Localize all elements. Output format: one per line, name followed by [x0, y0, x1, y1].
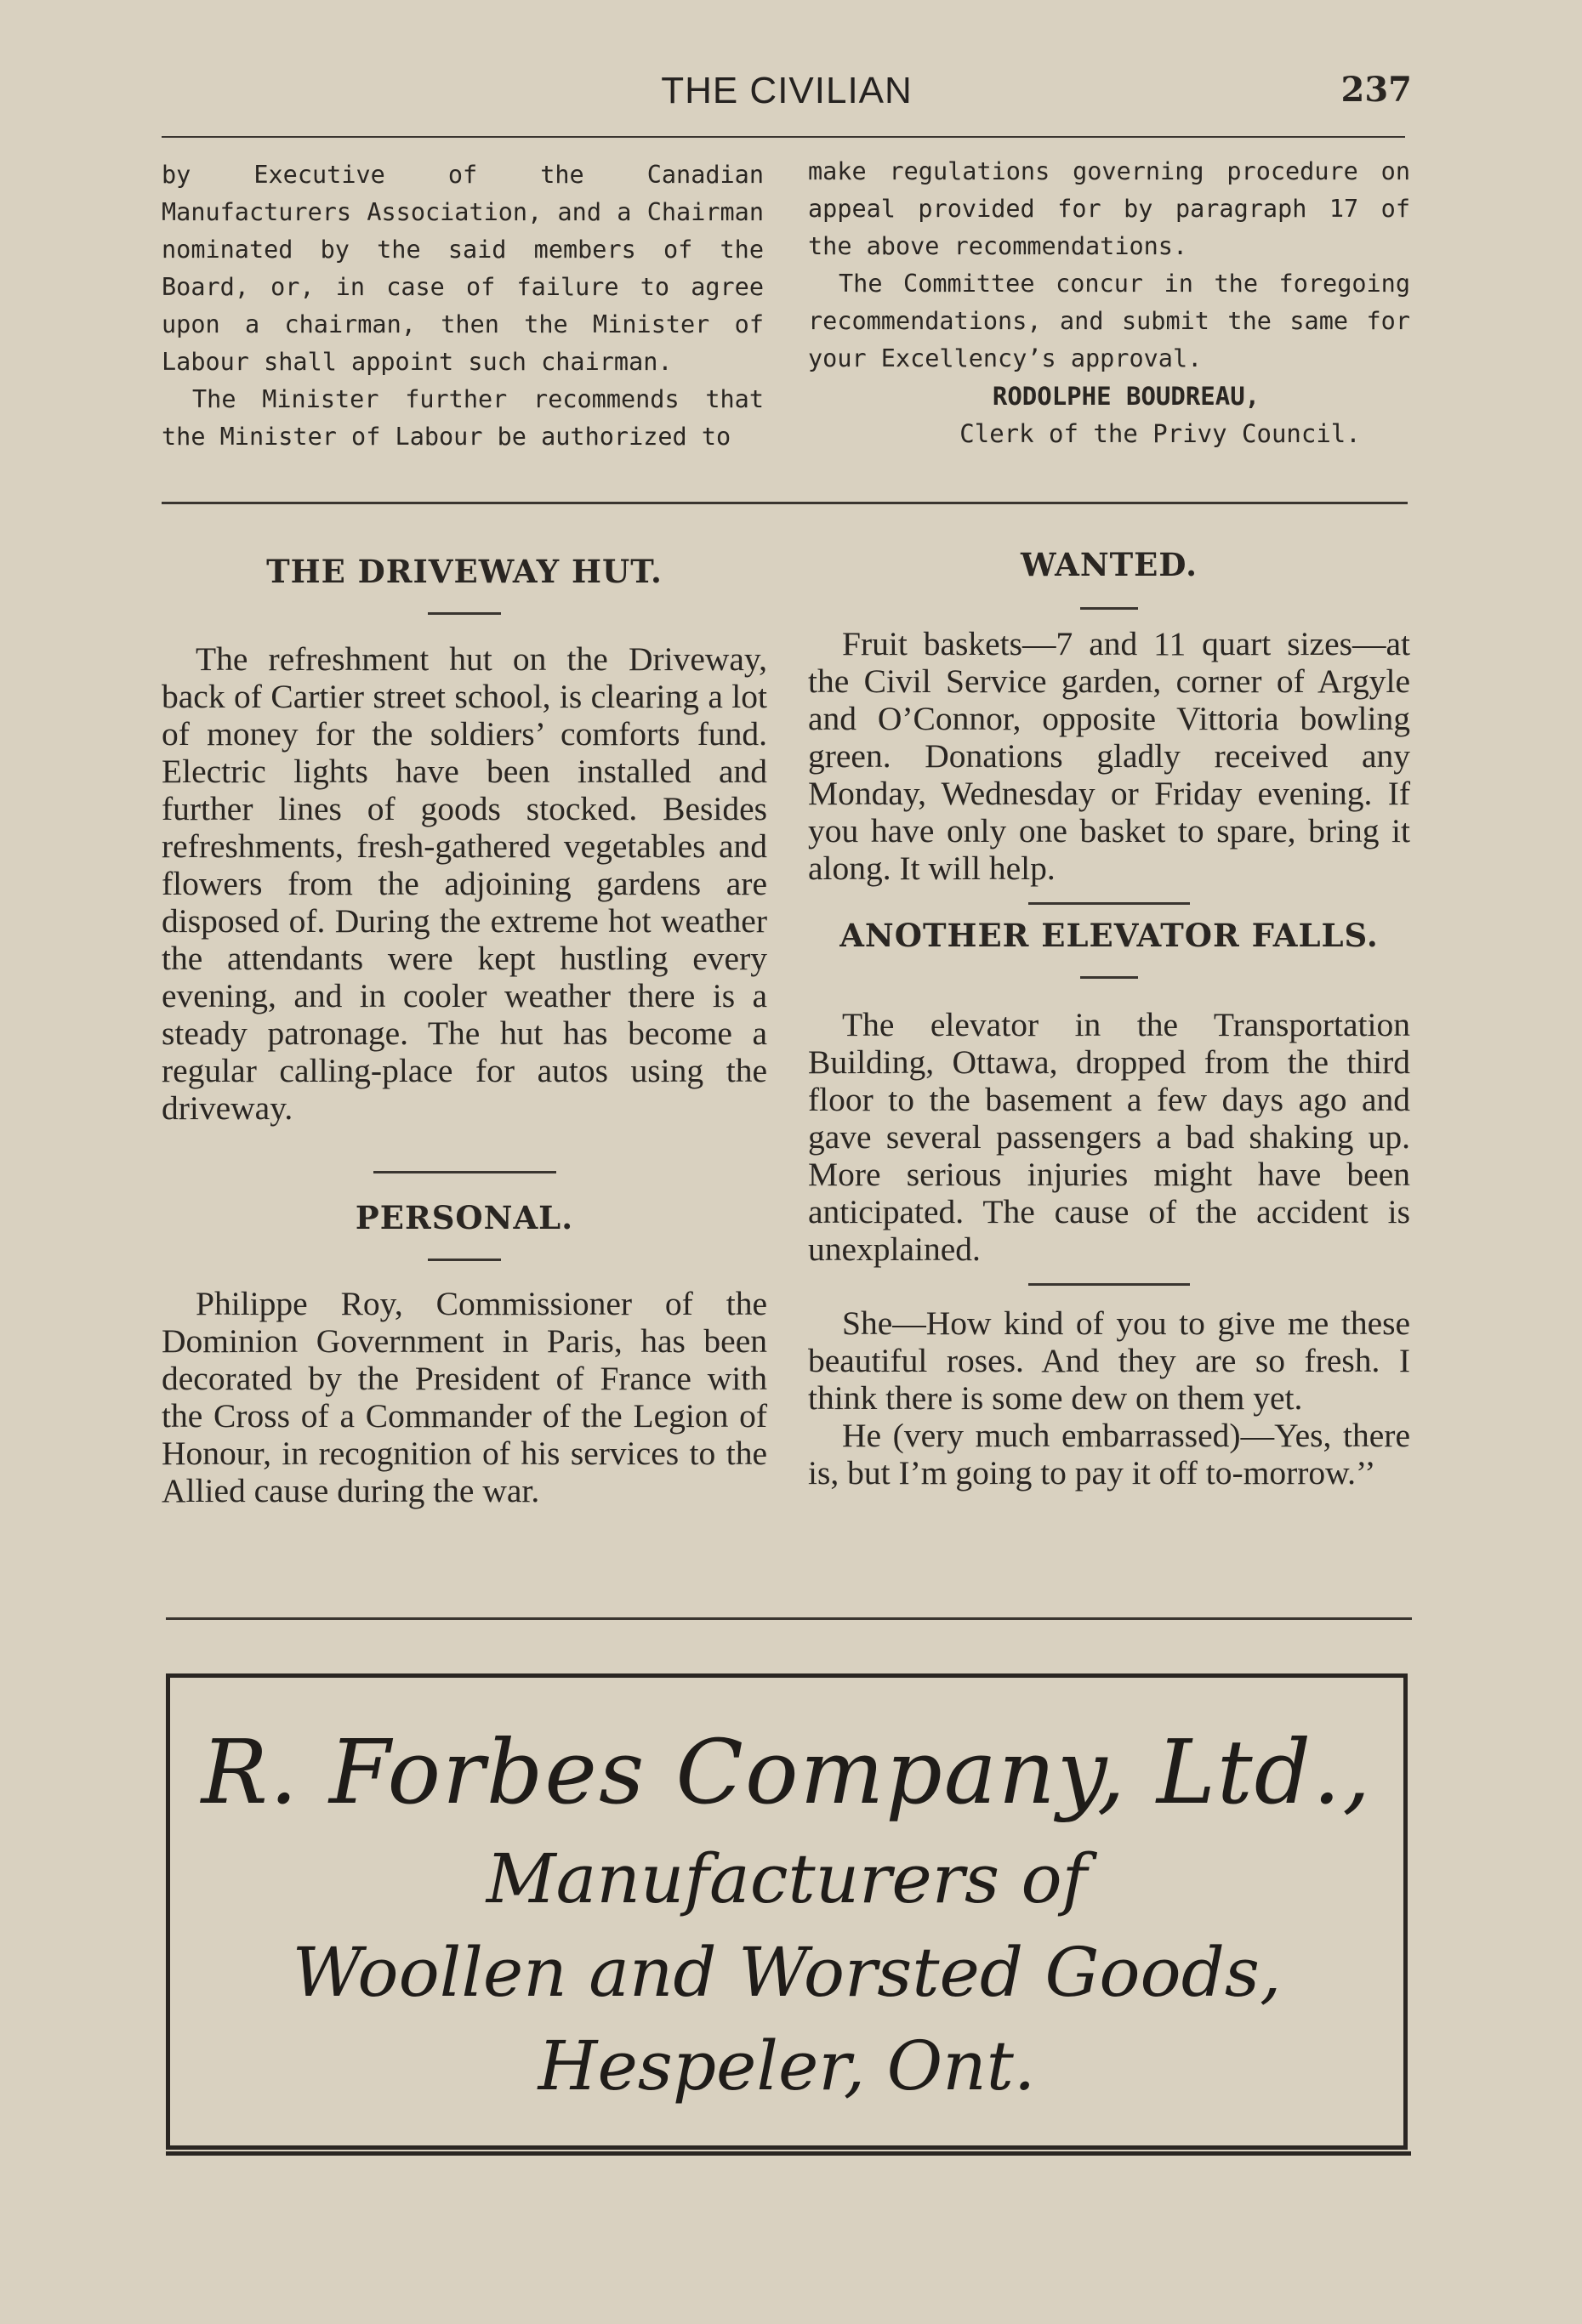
article-body: The refreshment hut on the Driveway, back of Cartier street school, is clearing a lot of money for the soldiers’ comforts fund. Electric lights have been installed and further lines of goods stocked. Besides refreshments, fresh-gathered vegetables and flowers from the adjoining gardens are disposed of. During the extreme hot weather the attendants were kept hustling every evening, and in cooler weather there is a steady patronage. The hut has become a regular calling-place for autos using the driveway.: [162, 640, 767, 1127]
top-right-column: [808, 153, 1410, 452]
left-main-column: [162, 553, 767, 1509]
running-header: [162, 70, 1412, 121]
ad-location: Hespeler, Ont.: [538, 2026, 1036, 2105]
publication-title: THE CIVILIAN: [661, 70, 913, 111]
top-left-column: [162, 156, 764, 456]
page-number: 237: [1340, 70, 1412, 110]
continuation-paragraph: The Committee concur in the foregoing recommendations, and submit the same for your Excellency’s approval.: [808, 270, 1410, 372]
ad-company-name: R. Forbes Company, Ltd.,: [201, 1720, 1373, 1824]
right-main-column: [808, 546, 1410, 1492]
article-body: Fruit baskets—7 and 11 quart sizes—at the Civil Service garden, corner of Argyle and O’Connor, opposite Vittoria bowling green. Donations gladly received any Monday, Wednesday or Friday evening. If you have only one basket to spare, bring it along. It will help.: [808, 625, 1410, 887]
signature-name: RODOLPHE BOUDREAU,: [992, 382, 1260, 411]
heading-dash: [428, 1259, 501, 1261]
article-separator: [1028, 902, 1190, 905]
heading-dash: [428, 612, 501, 615]
article-separator: [373, 1171, 556, 1173]
article-heading: PERSONAL.: [355, 1199, 574, 1236]
article-heading: WANTED.: [1020, 546, 1198, 583]
ad-box-shadow: [166, 2151, 1411, 2156]
article-body: Philippe Roy, Commissioner of the Dominion Government in Paris, has been decorated by the President of France with the Cross of a Commander of the Legion of Honour, in recognition of his services to the Allied cause during the war.: [162, 1285, 767, 1509]
header-rule: [162, 136, 1405, 138]
heading-dash: [1080, 607, 1138, 610]
continuation-paragraph: make regulations governing procedure on appeal provided for by paragraph 17 of the above recommendations.: [808, 157, 1410, 260]
article-body: The elevator in the Transportation Building, Ottawa, dropped from the third floor to the basement a few days ago and gave several passengers a bad shaking up. More serious injuries might have been anticipated. The cause of the accident is unexplained.: [808, 1006, 1410, 1268]
signature-title: Clerk of the Privy Council.: [959, 419, 1361, 448]
article-heading: ANOTHER ELEVATOR FALLS.: [839, 917, 1379, 954]
joke-line-he: He (very much embarrassed)—Yes, there is, but I’m going to pay it off to-morrow.’’: [808, 1417, 1410, 1492]
heading-dash: [1080, 976, 1138, 979]
joke-line-she: She—How kind of you to give me these beautiful roses. And they are so fresh. I think there is some dew on them yet.: [808, 1304, 1410, 1417]
ad-products: Woollen and Worsted Goods,: [292, 1933, 1282, 2012]
section-divider: [166, 1617, 1412, 1620]
continuation-paragraph: The Minister further recommends that the Minister of Labour be authorized to: [162, 385, 764, 451]
article-separator: [1028, 1283, 1190, 1286]
advertisement-box: [166, 1673, 1408, 2150]
article-heading: THE DRIVEWAY HUT.: [266, 553, 663, 590]
continuation-paragraph: by Executive of the Canadian Manufacturers Association, and a Chairman nominated by the said members of the Board, or, in case of failure to agree upon a chairman, then the Minister of Labour shall appoint such chairman.: [162, 161, 764, 376]
section-divider: [162, 502, 1408, 504]
ad-tagline: Manufacturers of: [486, 1839, 1088, 1918]
